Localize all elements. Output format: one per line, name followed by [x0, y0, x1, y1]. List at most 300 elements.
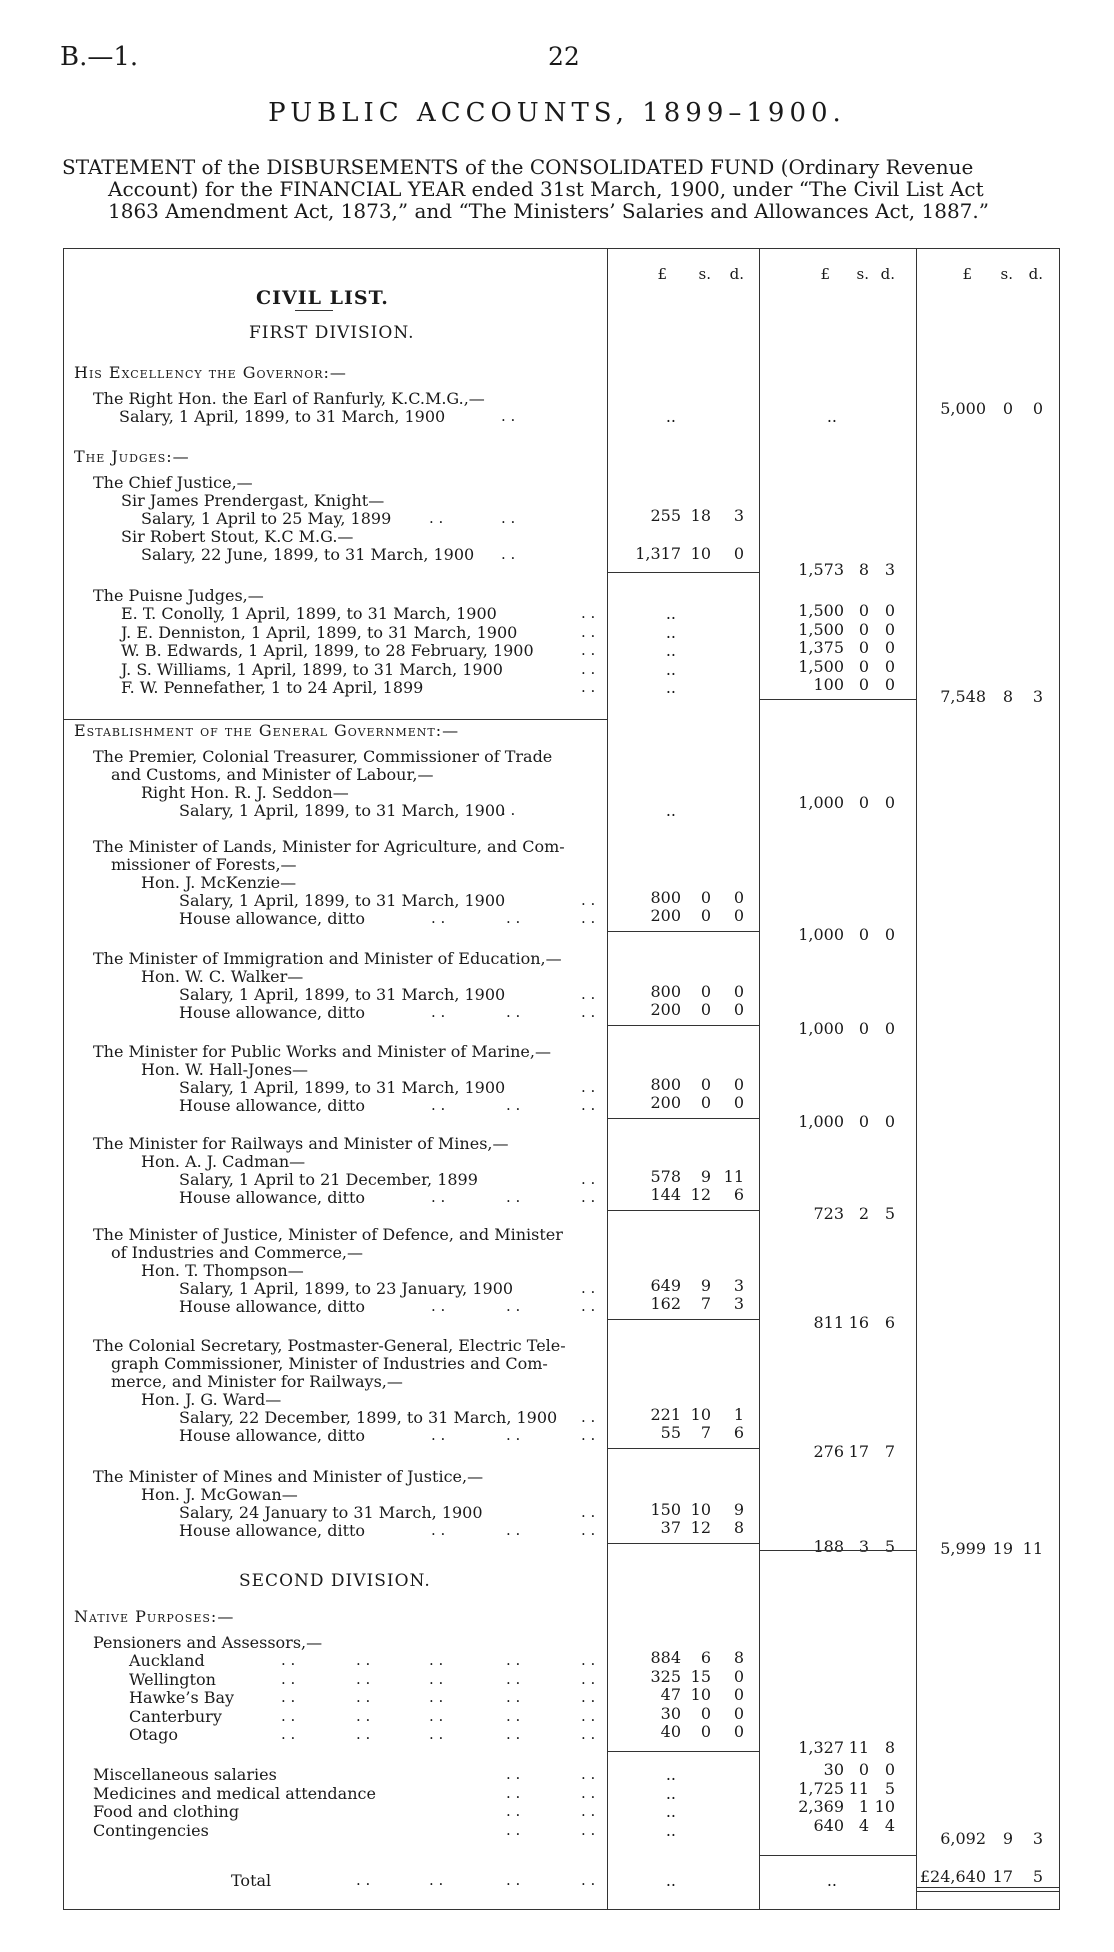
amount-d: 0 [884, 656, 895, 676]
amount-pound: 47 [660, 1685, 681, 1704]
minister-line: graph Commissioner, Minister of Industries and Com- [111, 1354, 548, 1373]
leader-dots: . . [429, 1706, 444, 1725]
leader-dots: . . [581, 891, 596, 909]
amount-s: 11 [848, 1778, 869, 1798]
amount-s: 10 [690, 1405, 711, 1424]
puisne-judge: F. W. Pennefather, 1 to 24 April, 1899 [121, 678, 424, 697]
leader-dots: . . [581, 1188, 596, 1206]
minister-salary: Salary, 1 April, 1899, to 31 March, 1900 [179, 985, 506, 1004]
amount-d: 6 [884, 1313, 895, 1332]
leader-dots: . . [581, 1170, 596, 1188]
first-division-heading: FIRST DIVISION. [249, 323, 415, 343]
ditto-dots: .. [826, 407, 837, 426]
amount-pound: 1,000 [798, 793, 844, 812]
leader-dots: . . [281, 1706, 296, 1725]
district-name: Wellington [129, 1669, 216, 1689]
minister-line: missioner of Forests,— [111, 855, 297, 874]
amount-s: 2 [858, 1204, 869, 1223]
amount-pound: 640 [813, 1815, 844, 1835]
leader-dots: . . [581, 1521, 596, 1539]
amount-d: 0 [733, 1722, 744, 1741]
rule [916, 1891, 1059, 1892]
amount-s: 11 [848, 1738, 869, 1757]
district-name: Canterbury [129, 1706, 222, 1726]
amount-s: 0 [858, 638, 869, 657]
leader-dots: . . [581, 985, 596, 1003]
leader-dots: . . [581, 1096, 596, 1114]
amount-s: 0 [858, 619, 869, 639]
amount-s: 1 [858, 1797, 869, 1816]
amount-d: 0 [733, 1075, 744, 1094]
house-allowance: House allowance, ditto [179, 1521, 366, 1540]
amount-d: 0 [733, 1093, 744, 1112]
amount-d: 0 [884, 638, 895, 657]
leader-dots: . . [501, 509, 516, 527]
amount-d: 0 [884, 601, 895, 620]
ditto-dots: .. [665, 1802, 676, 1821]
amount-d: 0 [884, 793, 895, 812]
amount-d: 3 [884, 560, 895, 579]
leader-dots: . . [581, 659, 596, 678]
col-head-d: d. [729, 265, 744, 283]
leader-dots: . . [281, 1651, 296, 1669]
amount-d: 5 [884, 1537, 895, 1556]
house-allowance: House allowance, ditto [179, 909, 366, 928]
minister-line: Hon. A. J. Cadman— [141, 1152, 306, 1171]
amount-d: 5 [1032, 1867, 1043, 1886]
leader-dots: . . [581, 1871, 596, 1889]
amount-pound: 55 [660, 1423, 681, 1442]
amount-s: 0 [858, 793, 869, 812]
amount-pound: 1,000 [798, 1019, 844, 1038]
judge-name: Sir James Prendergast, Knight— [121, 491, 385, 510]
judge-salary: Salary, 1 April to 25 May, 1899 [141, 509, 392, 528]
leader-dots: . . [506, 1871, 521, 1889]
leader-dots: . . [506, 1297, 521, 1315]
amount-s: 0 [700, 1000, 711, 1019]
leader-dots: . . [356, 1706, 371, 1725]
ditto-dots: .. [665, 622, 676, 642]
amount-d: 10 [874, 1797, 895, 1816]
leader-dots: . . [581, 1426, 596, 1444]
chief-justice-heading: The Chief Justice,— [93, 473, 253, 492]
amount-pound: 5,000 [940, 399, 986, 418]
minister-salary: Salary, 1 April, 1899, to 31 March, 1900 [179, 891, 506, 910]
governor-heading: His Excellency the Governor:— [74, 363, 347, 382]
leader-dots: . . [431, 1188, 446, 1206]
amount-d: 0 [733, 982, 744, 1001]
leader-dots: . . [581, 909, 596, 927]
amount-s: 17 [848, 1442, 869, 1461]
puisne-judge: W. B. Edwards, 1 April, 1899, to 28 February, 1900 [121, 641, 534, 660]
amount-pound: 40 [660, 1722, 681, 1741]
leader-dots: . . [581, 1688, 596, 1706]
leader-dots: . . [501, 801, 516, 819]
amount-s: 19 [992, 1539, 1013, 1558]
amount-d: 8 [733, 1518, 744, 1537]
amount-s: 0 [858, 1112, 869, 1131]
amount-d: 3 [733, 1276, 744, 1295]
leader-dots: . . [429, 1871, 444, 1889]
ditto-dots: .. [665, 1765, 676, 1784]
leader-dots: . . [581, 1078, 596, 1096]
amount-s: 0 [858, 601, 869, 620]
leader-dots: . . [581, 1820, 596, 1839]
leader-dots: . . [429, 1651, 444, 1669]
amount-pound: 2,369 [798, 1797, 844, 1816]
leader-dots: . . [581, 1651, 596, 1669]
rule [916, 1887, 1059, 1888]
amount-pound: 100 [813, 675, 844, 694]
intro-line: 1863 Amendment Act, 1873,” and “The Ministers’ Salaries and Allowances Act, 1887.” [108, 199, 989, 223]
amount-d: 5 [884, 1204, 895, 1223]
civil-list-heading: CIVIL LIST. [256, 287, 389, 309]
col-head-d: d. [1028, 265, 1043, 283]
minister-line: The Minister of Lands, Minister for Agriculture, and Com- [93, 837, 565, 856]
house-allowance: House allowance, ditto [179, 1003, 366, 1022]
amount-s: 0 [700, 1093, 711, 1112]
puisne-heading: The Puisne Judges,— [93, 586, 264, 605]
amount-d: 0 [884, 1019, 895, 1038]
minister-salary: Salary, 24 January to 31 March, 1900 [179, 1503, 483, 1522]
amount-s: 4 [858, 1815, 869, 1835]
amount-s: 8 [1002, 687, 1013, 706]
amount-pound: 1,500 [798, 601, 844, 620]
minister-salary: Salary, 1 April to 21 December, 1899 [179, 1170, 478, 1189]
leader-dots: . . [581, 1725, 596, 1743]
minister-line: Hon. W. C. Walker— [141, 967, 304, 986]
amount-pound: 6,092 [940, 1829, 986, 1848]
leader-dots: . . [581, 1783, 596, 1802]
leader-dots: . . [506, 1188, 521, 1206]
leader-dots: . . [356, 1871, 371, 1889]
col-head-pound: £ [657, 265, 667, 283]
leader-dots: . . [506, 1426, 521, 1444]
amount-pound: 884 [650, 1648, 681, 1667]
amount-d: 0 [884, 925, 895, 944]
minister-line: The Minister for Railways and Minister of Mines,— [93, 1134, 509, 1153]
leader-dots: . . [506, 1765, 521, 1783]
amount-s: 0 [700, 1075, 711, 1094]
leader-dots: . . [429, 1688, 444, 1706]
amount-s: 0 [858, 656, 869, 676]
amount-pound: 1,375 [798, 638, 844, 657]
amount-d: 6 [733, 1423, 744, 1442]
ditto-dots: .. [665, 1783, 676, 1803]
amount-pound: 144 [650, 1185, 681, 1204]
leader-dots: . . [581, 1408, 596, 1426]
leader-dots: . . [506, 1820, 521, 1839]
col-head-pound: £ [820, 265, 830, 283]
leader-dots: . . [581, 1802, 596, 1820]
house-allowance: House allowance, ditto [179, 1297, 366, 1316]
amount-pound: 800 [650, 888, 681, 907]
amount-s: 9 [700, 1167, 711, 1186]
leader-dots: . . [281, 1688, 296, 1706]
col-head-s: s. [698, 265, 711, 283]
amount-pound: 162 [650, 1294, 681, 1313]
amount-s: 7 [700, 1423, 711, 1442]
leader-dots: . . [506, 1521, 521, 1539]
amount-pound: 723 [813, 1204, 844, 1223]
leader-dots: . . [506, 1651, 521, 1669]
leader-dots: . . [506, 1669, 521, 1688]
ditto-dots: .. [665, 801, 676, 820]
leader-dots: . . [581, 1765, 596, 1783]
amount-d: 0 [1032, 399, 1043, 418]
amount-d: 0 [733, 906, 744, 925]
house-allowance: House allowance, ditto [179, 1426, 366, 1445]
amount-d: 5 [884, 1778, 895, 1798]
amount-s: 3 [858, 1537, 869, 1556]
col-head-s: s. [1000, 265, 1013, 283]
amount-pound: 221 [650, 1405, 681, 1424]
leader-dots: . . [506, 1096, 521, 1114]
amount-s: 0 [700, 906, 711, 925]
col-head-pound: £ [962, 265, 972, 283]
amount-s: 9 [700, 1276, 711, 1295]
minister-line: The Colonial Secretary, Postmaster-General, Electric Tele- [93, 1336, 566, 1355]
amount-s: 0 [858, 925, 869, 944]
amount-d: 0 [733, 888, 744, 907]
amount-s: 18 [690, 506, 711, 525]
amount-s: 0 [700, 982, 711, 1001]
native-item: Medicines and medical attendance [93, 1783, 376, 1803]
minister-line: Hon. J. McKenzie— [141, 873, 297, 892]
amount-d: 8 [884, 1738, 895, 1757]
amount-d: 0 [733, 544, 744, 563]
amount-pound: 255 [650, 506, 681, 525]
leader-dots: . . [431, 1426, 446, 1444]
amount-s: 0 [1002, 399, 1013, 418]
leader-dots: . . [581, 1706, 596, 1725]
amount-s: 0 [858, 1019, 869, 1038]
leader-dots: . . [356, 1725, 371, 1743]
minister-line: The Minister of Immigration and Minister of Education,— [93, 949, 562, 968]
minister-line: Right Hon. R. J. Seddon— [141, 783, 349, 802]
col-head-s: s. [856, 265, 869, 283]
column-divider [759, 249, 760, 1909]
ditto-dots: .. [665, 659, 676, 679]
leader-dots: . . [431, 1521, 446, 1539]
leader-dots: . . [429, 1669, 444, 1688]
rule [64, 719, 607, 720]
amount-d: 0 [733, 1000, 744, 1019]
ditto-dots: .. [665, 1871, 676, 1890]
amount-d: 4 [884, 1815, 895, 1835]
second-division-heading: SECOND DIVISION. [239, 1571, 431, 1591]
amount-pound: 800 [650, 1075, 681, 1094]
amount-pound: 1,327 [798, 1738, 844, 1757]
judge-salary: Salary, 22 June, 1899, to 31 March, 1900 [141, 545, 475, 564]
page-title: PUBLIC ACCOUNTS, 1899–1900. [268, 98, 846, 128]
governor-line: The Right Hon. the Earl of Ranfurly, K.C.M.G.,— [93, 389, 485, 408]
leader-dots: . . [431, 909, 446, 927]
amount-pound: 200 [650, 906, 681, 925]
leader-dots: . . [506, 1003, 521, 1021]
minister-line: Hon. T. Thompson— [141, 1261, 304, 1280]
rule [295, 310, 333, 311]
amount-pound: 150 [650, 1500, 681, 1519]
native-item: Food and clothing [93, 1802, 240, 1821]
leader-dots: . . [581, 1503, 596, 1521]
amount-s: 8 [858, 560, 869, 579]
amount-d: 0 [733, 1703, 744, 1723]
leader-dots: . . [356, 1651, 371, 1669]
amount-d: 0 [884, 619, 895, 639]
leader-dots: . . [431, 1297, 446, 1315]
rule [759, 1855, 916, 1856]
leader-dots: . . [431, 1096, 446, 1114]
amount-pound: 1,725 [798, 1778, 844, 1798]
amount-d: 6 [733, 1185, 744, 1204]
leader-dots: . . [506, 1725, 521, 1743]
puisne-judge: E. T. Conolly, 1 April, 1899, to 31 March, 1900 [121, 604, 497, 623]
leader-dots: . . [429, 509, 444, 527]
ditto-dots: .. [665, 604, 676, 623]
amount-d: 0 [733, 1685, 744, 1704]
establishment-heading: Establishment of the General Government:— [74, 721, 460, 740]
column-divider [916, 249, 917, 1909]
minister-line: The Minister of Mines and Minister of Justice,— [93, 1467, 484, 1486]
amount-d: 9 [733, 1500, 744, 1519]
amount-d: 7 [884, 1442, 895, 1461]
native-item: Contingencies [93, 1820, 209, 1840]
minister-line: The Minister for Public Works and Minister of Marine,— [93, 1042, 551, 1061]
amount-s: 0 [700, 1703, 711, 1723]
amount-d: 3 [1032, 687, 1043, 706]
minister-line: Hon. W. Hall-Jones— [141, 1060, 309, 1079]
leader-dots: . . [581, 622, 596, 641]
ditto-dots: .. [665, 407, 676, 426]
amount-s: 17 [992, 1867, 1013, 1886]
col-head-d: d. [880, 265, 895, 283]
amount-d: 11 [723, 1167, 744, 1186]
house-allowance: House allowance, ditto [179, 1096, 366, 1115]
leader-dots: . . [581, 1297, 596, 1315]
leader-dots: . . [506, 1783, 521, 1802]
leader-dots: . . [356, 1669, 371, 1688]
amount-pound: 37 [660, 1518, 681, 1537]
amount-pound: 1,500 [798, 619, 844, 639]
leader-dots: . . [506, 909, 521, 927]
ditto-dots: .. [665, 641, 676, 660]
amount-s: 7 [700, 1294, 711, 1313]
amount-s: 15 [690, 1666, 711, 1686]
amount-s: 0 [700, 1722, 711, 1741]
amount-d: 0 [884, 675, 895, 694]
leader-dots: . . [506, 1802, 521, 1820]
statement-intro [62, 156, 989, 222]
leader-dots: . . [281, 1725, 296, 1743]
leader-dots: . . [581, 1003, 596, 1021]
amount-pound: 276 [813, 1442, 844, 1461]
amount-pound: 1,000 [798, 925, 844, 944]
pensioners-heading: Pensioners and Assessors,— [93, 1633, 323, 1652]
district-name: Otago [129, 1725, 178, 1744]
judge-name: Sir Robert Stout, K.C M.G.— [121, 527, 354, 546]
amount-pound: 30 [823, 1760, 844, 1779]
amount-pound: 325 [650, 1666, 681, 1686]
amount-s: 10 [690, 544, 711, 563]
amount-pound: 1,573 [798, 560, 844, 579]
minister-line: merce, and Minister for Railways,— [111, 1372, 403, 1391]
puisne-judge: J. S. Williams, 1 April, 1899, to 31 March, 1900 [121, 659, 503, 679]
leader-dots: . . [506, 1688, 521, 1706]
amount-d: 0 [884, 1760, 895, 1779]
amount-d: 3 [1032, 1829, 1043, 1848]
amount-pound: 811 [813, 1313, 844, 1332]
amount-s: 12 [690, 1185, 711, 1204]
amount-s: 10 [690, 1500, 711, 1519]
leader-dots: . . [281, 1669, 296, 1688]
amount-s: 10 [690, 1685, 711, 1704]
judges-heading: The Judges:— [74, 447, 190, 466]
ditto-dots: .. [665, 678, 676, 697]
amount-pound: 188 [813, 1537, 844, 1556]
ditto-dots: .. [665, 1820, 676, 1840]
intro-line: STATEMENT of the DISBURSEMENTS of the CONSOLIDATED FUND (Ordinary Revenue [62, 155, 974, 179]
leader-dots: . . [429, 1725, 444, 1743]
leader-dots: . . [581, 1279, 596, 1297]
total-label: Total [231, 1871, 272, 1890]
amount-pound: 1,500 [798, 656, 844, 676]
minister-line: The Minister of Justice, Minister of Defence, and Minister [93, 1225, 563, 1244]
amount-pound: 1,000 [798, 1112, 844, 1131]
amount-pound: 1,317 [635, 544, 681, 563]
amount-pound: 5,999 [940, 1539, 986, 1558]
ditto-dots: .. [826, 1871, 837, 1890]
amount-s: 12 [690, 1518, 711, 1537]
leader-dots: . . [431, 1003, 446, 1021]
amount-s: 0 [858, 675, 869, 694]
amount-d: 3 [733, 1294, 744, 1313]
amount-d: 3 [733, 506, 744, 525]
district-name: Auckland [129, 1651, 205, 1670]
leader-dots: . . [581, 604, 596, 622]
district-name: Hawke’s Bay [129, 1688, 235, 1707]
leader-dots: . . [501, 545, 516, 563]
amount-d: 8 [733, 1648, 744, 1667]
amount-d: 0 [733, 1666, 744, 1686]
minister-line: Hon. J. G. Ward— [141, 1390, 282, 1409]
minister-salary: Salary, 1 April, 1899, to 31 March, 1900 [179, 801, 506, 820]
native-item: Miscellaneous salaries [93, 1765, 277, 1784]
amount-pound: 7,548 [940, 687, 986, 706]
amount-pound: 30 [660, 1703, 681, 1723]
minister-line: and Customs, and Minister of Labour,— [111, 765, 434, 784]
intro-line: Account) for the FINANCIAL YEAR ended 31st March, 1900, under “The Civil List Act [108, 177, 984, 201]
minister-line: Hon. J. McGowan— [141, 1485, 298, 1504]
amount-s: 9 [1002, 1829, 1013, 1848]
amount-d: 11 [1022, 1539, 1043, 1558]
amount-s: 0 [858, 1760, 869, 1779]
amount-pound: 649 [650, 1276, 681, 1295]
leader-dots: . . [581, 1669, 596, 1688]
amount-s: 16 [848, 1313, 869, 1332]
amount-s: 0 [700, 888, 711, 907]
governor-salary: Salary, 1 April, 1899, to 31 March, 1900 [119, 407, 446, 426]
amount-d: 0 [884, 1112, 895, 1131]
leader-dots: . . [581, 678, 596, 696]
amount-d: 1 [733, 1405, 744, 1424]
page-number: 22 [548, 42, 580, 71]
amount-s: 6 [700, 1648, 711, 1667]
leader-dots: . . [501, 407, 516, 425]
amount-pound: 800 [650, 982, 681, 1001]
amount-pound: 200 [650, 1000, 681, 1019]
minister-salary: Salary, 22 December, 1899, to 31 March, 1900 [179, 1408, 558, 1427]
